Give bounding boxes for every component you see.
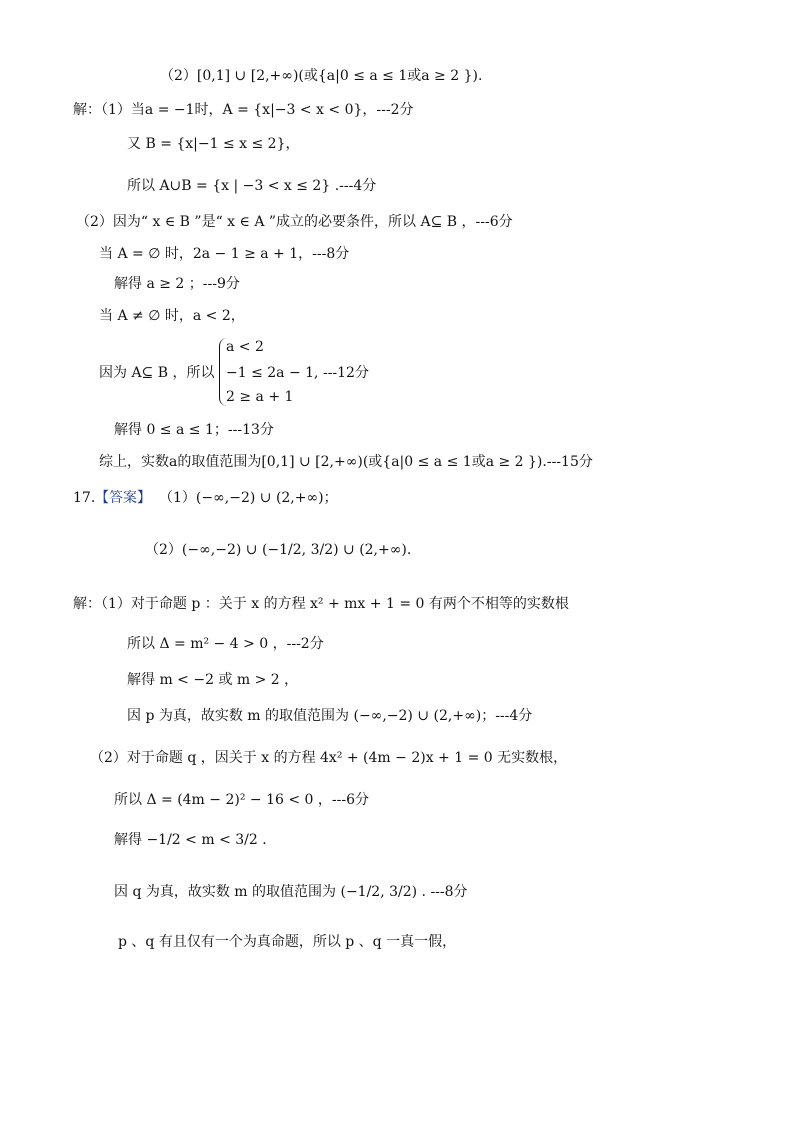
text-line: 所以 Δ = (4m − 2)² − 16 < 0 ，---6分 bbox=[114, 792, 369, 808]
text-line: 又 B = {x|−1 ≤ x ≤ 2}， bbox=[127, 136, 300, 152]
equation-row: a < 2 bbox=[226, 339, 264, 355]
equation-system-prefix: 因为 A⊆ B ，所以 bbox=[99, 365, 215, 381]
equation-row: −1 ≤ 2a − 1, ---12分 bbox=[226, 365, 369, 381]
text-line: （2）因为“ x ∈ B ”是“ x ∈ A ”成立的必要条件，所以 A⊆ B ，---6分 bbox=[76, 214, 513, 230]
text-line: 因 p 为真，故实数 m 的取值范围为 (−∞,−2) ∪ (2,+∞)；---4分 bbox=[127, 708, 533, 724]
answer-tag: 【答案】 bbox=[95, 490, 151, 506]
question-number: 17. bbox=[73, 490, 96, 506]
text-line: 解得 −1/2 < m < 3/2 . bbox=[114, 832, 267, 848]
text-line: （2）对于命题 q ，因关于 x 的方程 4x² + (4m − 2)x + 1 = 0 无实数根， bbox=[90, 750, 568, 766]
text-line: 当 A ≠ ∅ 时，a < 2， bbox=[99, 308, 245, 324]
text-line: p 、q 有且仅有一个为真命题，所以 p 、q 一真一假， bbox=[118, 934, 457, 950]
text-line: 当 A = ∅ 时，2a − 1 ≥ a + 1，---8分 bbox=[99, 246, 350, 262]
text-line: 解得 0 ≤ a ≤ 1；---13分 bbox=[114, 422, 274, 438]
text-line: （2）(−∞,−2) ∪ (−1/2, 3/2) ∪ (2,+∞). bbox=[145, 542, 412, 558]
text-line: （1）(−∞,−2) ∪ (2,+∞)； bbox=[159, 490, 338, 506]
text-line: 解得 a ≥ 2 ；---9分 bbox=[114, 276, 240, 292]
equation-row: 2 ≥ a + 1 bbox=[226, 389, 294, 405]
text-line: 解：（1）当a = −1时，A = {x|−3 < x < 0}，---2分 bbox=[73, 102, 414, 118]
text-line: （2）[0,1] ∪ [2,+∞)(或{a|0 ≤ a ≤ 1或a ≥ 2 }). bbox=[160, 68, 483, 84]
text-line: 综上，实数a的取值范围为[0,1] ∪ [2,+∞)(或{a|0 ≤ a ≤ 1或a ≥ 2 }).---15分 bbox=[99, 454, 593, 470]
text-line: 解得 m < −2 或 m > 2 ， bbox=[127, 672, 299, 688]
text-line: 解：（1）对于命题 p ：关于 x 的方程 x² + mx + 1 = 0 有两个不相等的实数根 bbox=[73, 596, 569, 612]
text-line: 所以 A∪B = {x | −3 < x ≤ 2} .---4分 bbox=[127, 178, 377, 194]
text-line: 因 q 为真，故实数 m 的取值范围为 (−1/2, 3/2) . ---8分 bbox=[114, 884, 468, 900]
text-line: 所以 Δ = m² − 4 > 0 ，---2分 bbox=[127, 636, 324, 652]
